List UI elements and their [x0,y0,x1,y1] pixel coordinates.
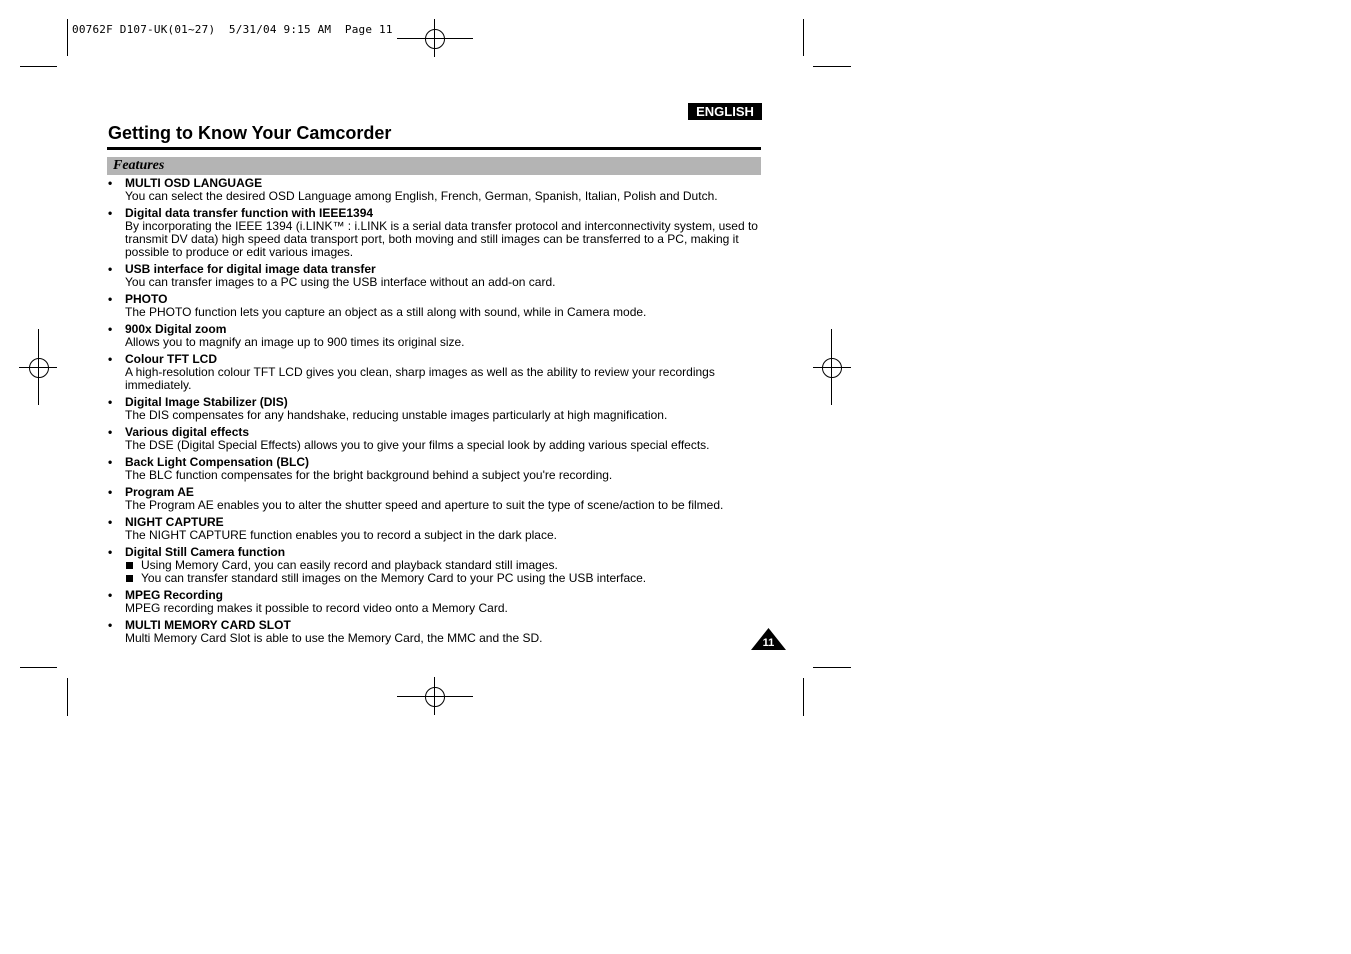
feature-title: Back Light Compensation (BLC) [125,455,310,469]
bullet-icon: • [108,545,113,559]
page-number: 11 [762,637,775,649]
feature-desc: The PHOTO function lets you capture an object as a still along with sound, while in Camera mode. [125,305,647,319]
list-item [108,426,768,452]
list-item [108,293,768,319]
feature-desc: Multi Memory Card Slot is able to use the Memory Card, the MMC and the SD. [125,631,543,645]
list-item [108,396,768,422]
bullet-icon: • [108,176,113,190]
sub-item [125,572,768,585]
feature-desc: The DSE (Digital Special Effects) allows you to give your films a special look by adding various special effects. [125,438,710,452]
feature-desc: The BLC function compensates for the bright background behind a subject you're recording. [125,468,613,482]
bullet-icon: • [108,352,113,366]
list-item [108,207,768,259]
list-item [108,516,768,542]
language-tab: ENGLISH [688,103,762,120]
feature-title: Digital Image Stabilizer (DIS) [125,395,288,409]
feature-title: Program AE [125,485,194,499]
feature-title: MULTI OSD LANGUAGE [125,176,263,190]
bullet-icon: • [108,485,113,499]
section-title: Features [113,158,165,173]
feature-title: 900x Digital zoom [125,322,227,336]
list-item [108,619,768,645]
square-bullet-icon [126,562,133,569]
feature-title: Digital data transfer function with IEEE1394 [125,206,374,220]
feature-title: MULTI MEMORY CARD SLOT [125,618,291,632]
feature-desc: The DIS compensates for any handshake, reducing unstable images particularly at high magnification. [125,408,668,422]
feature-title: Digital Still Camera function [125,545,286,559]
feature-desc: Allows you to magnify an image up to 900 times its original size. [125,335,465,349]
list-item [108,323,768,349]
feature-desc: A high-resolution colour TFT LCD gives you clean, sharp images as well as the ability to review your recordings immediately. [125,365,715,392]
section-header [107,157,761,175]
feature-desc: MPEG recording makes it possible to record video onto a Memory Card. [125,601,508,615]
bullet-icon: • [108,425,113,439]
feature-desc: You can select the desired OSD Language among English, French, German, Spanish, Italian, Polish and Dutch. [125,189,718,203]
list-item [108,353,768,392]
feature-title: USB interface for digital image data transfer [125,262,376,276]
list-item [108,486,768,512]
triangle-icon [751,628,786,650]
sub-item-text: You can transfer standard still images on the Memory Card to your PC using the USB interface. [141,571,647,585]
bullet-icon: • [108,322,113,336]
feature-title: PHOTO [125,292,168,306]
list-item [108,263,768,289]
feature-desc: You can transfer images to a PC using the USB interface without an add-on card. [125,275,556,289]
sub-item-text: Using Memory Card, you can easily record and playback standard still images. [141,558,558,572]
features-list [108,177,768,649]
bullet-icon: • [108,618,113,632]
feature-title: Various digital effects [125,425,250,439]
print-slug: 00762F D107-UK(01~27) 5/31/04 9:15 AM Page 11 [72,23,393,36]
feature-title: NIGHT CAPTURE [125,515,224,529]
bullet-icon: • [108,588,113,602]
feature-title: Colour TFT LCD [125,352,217,366]
bullet-icon: • [108,262,113,276]
list-item [108,589,768,615]
feature-desc: By incorporating the IEEE 1394 (i.LINK™ : i.LINK is a serial data transfer protocol and interconnectivity system, used to transmit DV data) high speed data transport port, both moving and still images can be transferred to a PC, making it possible to produce or edit various images. [125,219,758,259]
bullet-icon: • [108,206,113,220]
bullet-icon: • [108,395,113,409]
bullet-icon: • [108,515,113,529]
square-bullet-icon [126,575,133,582]
page-number-badge [751,628,786,650]
title-rule [107,147,761,150]
bullet-icon: • [108,455,113,469]
list-item [108,546,768,585]
feature-desc: The NIGHT CAPTURE function enables you to record a subject in the dark place. [125,528,557,542]
feature-title: MPEG Recording [125,588,224,602]
page-title: Getting to Know Your Camcorder [108,123,392,143]
list-item [108,456,768,482]
feature-desc: The Program AE enables you to alter the shutter speed and aperture to suit the type of scene/action to be filmed. [125,498,724,512]
bullet-icon: • [108,292,113,306]
list-item [108,177,768,203]
